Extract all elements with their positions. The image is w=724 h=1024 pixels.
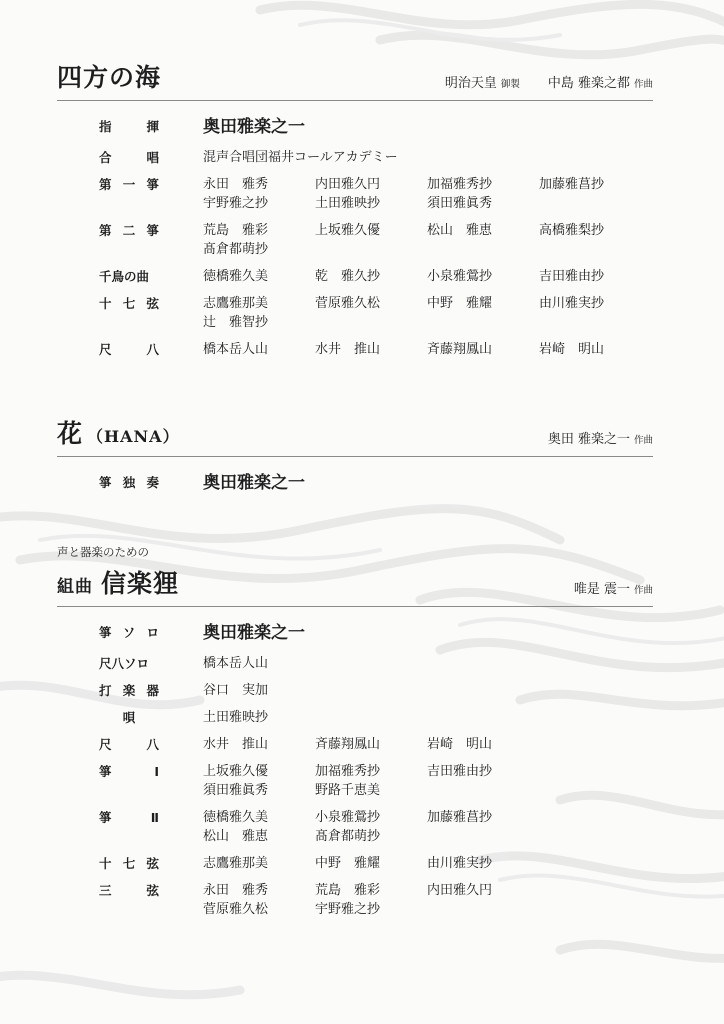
performer-row xyxy=(57,473,653,494)
performer-name: 岩崎 明山 xyxy=(539,342,605,357)
performer-name: 菅原雅久松 xyxy=(315,296,381,311)
performer-name: 乾 雅久抄 xyxy=(315,269,381,284)
performer-name: 上坂雅久優 xyxy=(315,223,381,238)
section-header xyxy=(57,545,653,607)
piece-title-text: 花 xyxy=(57,419,84,448)
part-label-char: 七 xyxy=(122,856,136,871)
piece-title xyxy=(57,564,179,600)
part-label-char: 箏 xyxy=(99,625,112,640)
performer-name: 松山 雅恵 xyxy=(427,223,493,238)
part-label-char: ソ xyxy=(122,625,136,640)
performer-name: 内田雅久円 xyxy=(427,883,493,898)
performer-name: 須田雅眞秀 xyxy=(203,783,269,798)
part-label-char: 揮 xyxy=(146,119,159,134)
part-label-char: ロ xyxy=(146,625,159,640)
performer-names xyxy=(203,117,651,138)
performer-names xyxy=(203,762,539,800)
performer-names xyxy=(203,681,651,700)
performer-name: 高橋雅梨抄 xyxy=(539,223,605,238)
part-label-char: 指 xyxy=(99,119,112,134)
performer-name: 髙倉都萌抄 xyxy=(203,242,269,257)
performer-names xyxy=(203,294,651,332)
part-label-char: 弦 xyxy=(146,296,159,311)
part-label-char: 箏 xyxy=(146,223,159,238)
performer-row xyxy=(57,148,653,167)
performer-row xyxy=(57,681,653,700)
performer-name: 荒島 雅彩 xyxy=(203,223,269,238)
part-label-char: 弦 xyxy=(146,883,159,898)
performer-row xyxy=(57,808,653,846)
performer-name: 奥田雅楽之一 xyxy=(203,473,305,493)
piece-title xyxy=(57,58,161,94)
part-label xyxy=(99,267,159,286)
performer-list xyxy=(57,473,653,494)
credit-role: 御製 xyxy=(500,79,520,90)
part-label-char: 箏 xyxy=(99,764,112,779)
performer-row xyxy=(57,340,653,359)
part-label-char: 第 xyxy=(99,177,112,192)
section-header xyxy=(57,60,653,101)
part-label xyxy=(99,117,159,136)
part-label-char: 二 xyxy=(122,223,136,238)
part-label xyxy=(99,340,159,359)
performer-name: 小泉雅鶯抄 xyxy=(315,810,381,825)
part-label xyxy=(99,623,159,642)
performer-names xyxy=(203,175,651,213)
section-shihou-no-umi xyxy=(57,60,653,367)
part-label xyxy=(99,175,159,194)
part-label-char: 十 xyxy=(99,296,112,311)
performer-names xyxy=(203,623,651,644)
performer-name: 水井 推山 xyxy=(203,737,269,752)
credit-name: 明治天皇 xyxy=(444,76,497,91)
part-label xyxy=(99,762,159,781)
performer-names xyxy=(203,267,651,286)
part-label-char: 楽 xyxy=(122,683,136,698)
part-label xyxy=(99,708,159,727)
performer-name: 混声合唱団福井コールアカデミー xyxy=(203,150,398,165)
performer-name: 中野 雅耀 xyxy=(315,856,381,871)
performer-name: 小泉雅鶯抄 xyxy=(427,269,493,284)
performer-row xyxy=(57,623,653,644)
performer-names xyxy=(203,148,651,167)
part-label xyxy=(99,854,159,873)
part-label-char: Ⅰ xyxy=(154,764,159,779)
part-label-char: 打 xyxy=(99,683,112,698)
performer-names xyxy=(203,708,651,727)
performer-name: 斉藤翔鳳山 xyxy=(315,737,381,752)
part-label-char: Ⅱ xyxy=(150,810,159,825)
performer-names xyxy=(203,854,651,873)
performer-name: 加藤雅菖抄 xyxy=(539,177,605,192)
part-label-char: 箏 xyxy=(99,475,112,490)
part-label-char: 千鳥の曲 xyxy=(99,269,150,284)
part-label xyxy=(99,148,159,167)
performer-name: 荒島 雅彩 xyxy=(315,883,381,898)
part-label xyxy=(99,735,159,754)
performer-list xyxy=(57,117,653,359)
performer-name: 奥田雅楽之一 xyxy=(203,117,305,137)
part-label xyxy=(99,681,159,700)
piece-credits xyxy=(445,72,653,91)
part-label xyxy=(99,808,159,827)
performer-name: 徳橋雅久美 xyxy=(203,269,269,284)
performer-names xyxy=(203,473,651,494)
part-label-char: 奏 xyxy=(146,475,159,490)
performer-names xyxy=(203,808,539,846)
performer-name: 橋本岳人山 xyxy=(203,656,269,671)
performer-name: 松山 雅恵 xyxy=(203,829,269,844)
performer-row xyxy=(57,735,653,754)
performer-row xyxy=(57,221,653,259)
performer-row xyxy=(57,267,653,286)
part-label-char: 弦 xyxy=(146,856,159,871)
performer-name: 宇野雅之抄 xyxy=(315,902,381,917)
part-label xyxy=(99,881,159,900)
performer-row xyxy=(57,654,653,673)
credit-name: 唯是 震一 xyxy=(573,582,630,597)
performer-name: 水井 推山 xyxy=(315,342,381,357)
performer-name: 加福雅秀抄 xyxy=(427,177,493,192)
part-label-char: 八 xyxy=(146,737,159,752)
performer-row xyxy=(57,762,653,800)
section-hana xyxy=(57,416,653,504)
piece-credits xyxy=(574,578,653,597)
part-label-char: 十 xyxy=(99,856,112,871)
part-label-char: 合 xyxy=(99,150,112,165)
part-label-char: 独 xyxy=(122,475,136,490)
performer-name: 橋本岳人山 xyxy=(203,342,269,357)
part-label-char: 三 xyxy=(99,883,112,898)
credit-name: 奥田 雅楽之一 xyxy=(547,432,630,447)
piece-title-prefix: 組曲 xyxy=(57,577,93,597)
part-label-char: 唱 xyxy=(146,150,159,165)
performer-name: 辻 雅智抄 xyxy=(203,315,269,330)
performer-name: 吉田雅由抄 xyxy=(427,764,493,779)
piece-subtitle-above: 声と器楽のための xyxy=(57,545,149,559)
performer-name: 宇野雅之抄 xyxy=(203,196,269,211)
performer-names xyxy=(203,881,539,919)
performer-name: 上坂雅久優 xyxy=(203,764,269,779)
part-label xyxy=(99,294,159,313)
performer-row xyxy=(57,117,653,138)
performer-name: 由川雅実抄 xyxy=(539,296,605,311)
performer-name: 奥田雅楽之一 xyxy=(203,623,305,643)
performer-name: 菅原雅久松 xyxy=(203,902,269,917)
piece-title-text: 信楽狸 xyxy=(101,569,180,598)
performer-name: 土田雅映抄 xyxy=(315,196,381,211)
performer-name: 加藤雅菖抄 xyxy=(427,810,493,825)
part-label-char: 箏 xyxy=(99,810,112,825)
credit-name: 中島 雅楽之都 xyxy=(547,76,630,91)
part-label-char: 尺 xyxy=(99,342,112,357)
part-label-char: 一 xyxy=(122,177,136,192)
performer-names xyxy=(203,654,651,673)
performer-name: 岩崎 明山 xyxy=(427,737,493,752)
performer-name: 内田雅久円 xyxy=(315,177,381,192)
part-label-char: 尺 xyxy=(99,737,112,752)
performer-list xyxy=(57,623,653,919)
performer-name: 中野 雅耀 xyxy=(427,296,493,311)
performer-name: 加福雅秀抄 xyxy=(315,764,381,779)
performer-name: 斉藤翔鳳山 xyxy=(427,342,493,357)
part-label-char: 七 xyxy=(122,296,136,311)
performer-row xyxy=(57,854,653,873)
piece-title-romaji: （HANA） xyxy=(87,427,180,446)
performer-name: 野路千恵美 xyxy=(315,783,381,798)
performer-names xyxy=(203,340,651,359)
performer-name: 永田 雅秀 xyxy=(203,883,269,898)
part-label xyxy=(99,221,159,240)
credit-role: 作曲 xyxy=(633,435,653,446)
credit-role: 作曲 xyxy=(633,79,653,90)
part-label-char: 器 xyxy=(146,683,159,698)
performer-row xyxy=(57,294,653,332)
piece-title xyxy=(57,414,180,450)
performer-row xyxy=(57,881,653,919)
performer-name: 徳橋雅久美 xyxy=(203,810,269,825)
piece-credits xyxy=(548,428,653,447)
performer-name: 由川雅実抄 xyxy=(427,856,493,871)
credit-role: 作曲 xyxy=(633,585,653,596)
piece-title-text: 四方の海 xyxy=(57,63,162,92)
part-label-char: 八 xyxy=(146,342,159,357)
performer-name: 吉田雅由抄 xyxy=(539,269,605,284)
part-label xyxy=(99,473,159,492)
performer-names xyxy=(203,735,651,754)
section-header xyxy=(57,416,653,457)
section-shigaraki-tanuki xyxy=(57,545,653,927)
performer-name: 須田雅眞秀 xyxy=(427,196,493,211)
performer-row xyxy=(57,175,653,213)
part-label-char: 尺八ソロ xyxy=(99,656,150,671)
performer-name: 志鷹雅那美 xyxy=(203,856,269,871)
part-label-char: 第 xyxy=(99,223,112,238)
performer-name: 土田雅映抄 xyxy=(203,710,269,725)
performer-name: 永田 雅秀 xyxy=(203,177,269,192)
part-label-char: 唄 xyxy=(122,710,136,725)
performer-names xyxy=(203,221,651,259)
part-label-char: 箏 xyxy=(146,177,159,192)
performer-name: 谷口 実加 xyxy=(203,683,269,698)
performer-name: 髙倉都萌抄 xyxy=(315,829,381,844)
performer-row xyxy=(57,708,653,727)
part-label xyxy=(99,654,159,673)
performer-name: 志鷹雅那美 xyxy=(203,296,269,311)
